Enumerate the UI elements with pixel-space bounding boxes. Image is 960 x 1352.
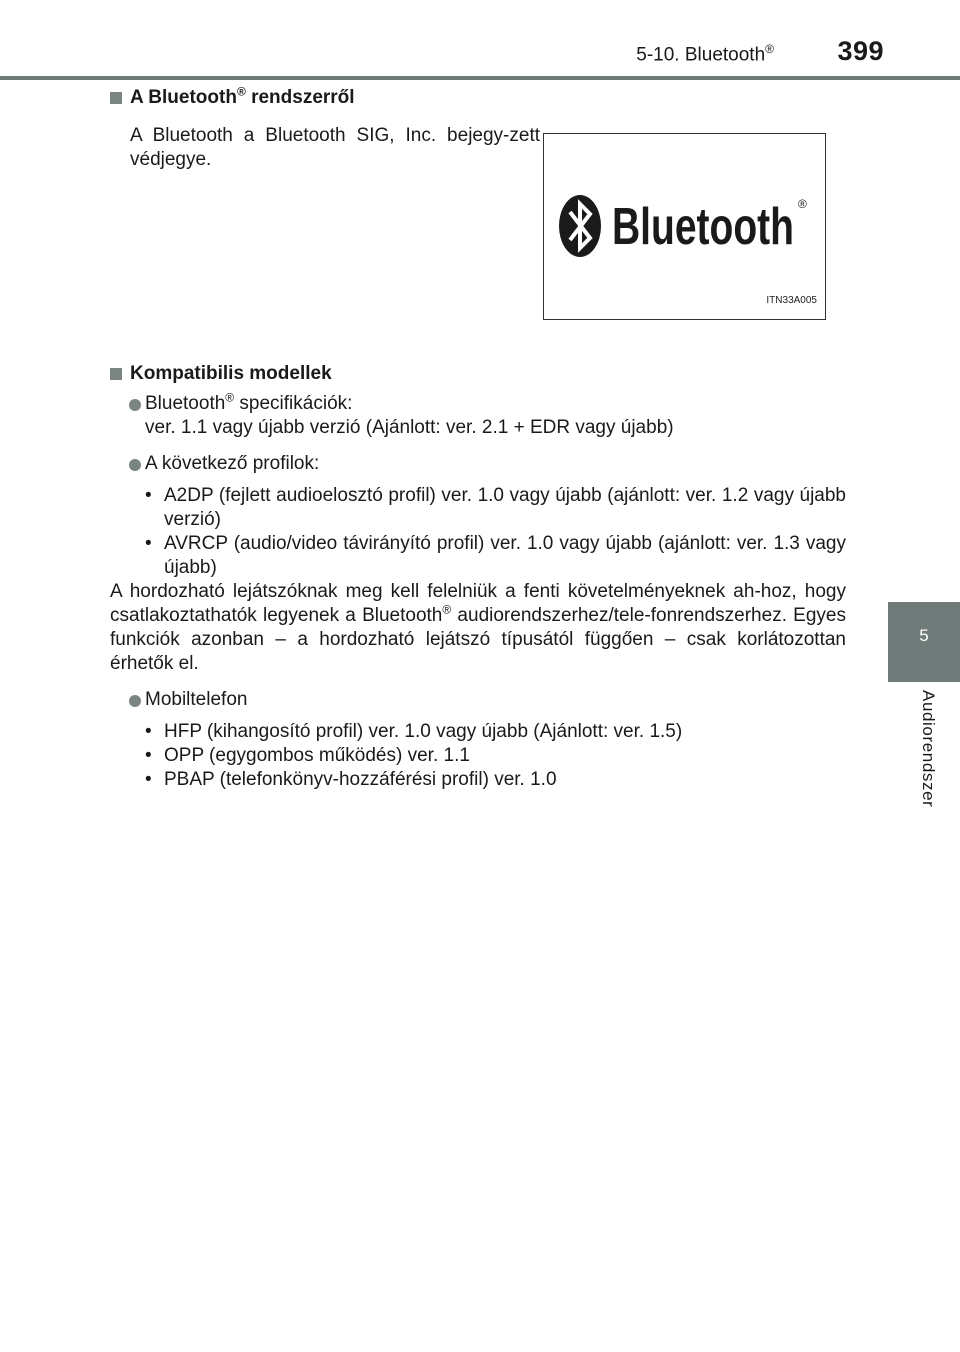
list-item: • A2DP (fejlett audioelosztó profil) ver. 1.0 vagy újabb (ajánlott: ver. 1.2 vagy újabb verzió) xyxy=(145,484,846,532)
svg-text:®: ® xyxy=(798,197,807,211)
compatible-models-section xyxy=(110,362,846,792)
list-item: • HFP (kihangosító profil) ver. 1.0 vagy újabb (Ajánlott: ver. 1.5) xyxy=(145,720,846,744)
list-item-profiles: A következő profilok: xyxy=(110,452,846,476)
square-bullet-icon xyxy=(110,92,122,104)
section-heading-bluetooth: A Bluetooth® rendszerről xyxy=(110,86,846,110)
page-header xyxy=(0,0,960,80)
section-heading-compatible: Kompatibilis modellek xyxy=(110,362,846,386)
round-bullet-icon xyxy=(129,695,141,707)
requirements-paragraph: A hordozható lejátszóknak meg kell felelniük a fenti követelményeknek ah-hoz, hogy csatlakoztathatók legyenek a Bluetooth® audiorendszerhez/tele-fonrendszerhez. Egyes funkciók azonban – a hordozható lejátszó típusától függően – csak korlátozottan érhetők el. xyxy=(110,581,846,674)
chapter-label: Audiorendszer xyxy=(919,690,938,808)
list-item-spec: Bluetooth® specifikációk: ver. 1.1 vagy újabb verzió (Ajánlott: ver. 2.1 + EDR vagy újabb) xyxy=(110,392,846,440)
round-bullet-icon xyxy=(129,459,141,471)
list-item: • PBAP (telefonkönyv-hozzáférési profil) ver. 1.0 xyxy=(145,768,846,792)
page-number: 399 xyxy=(837,36,884,66)
bluetooth-logo-figure xyxy=(543,133,826,320)
list-item: • AVRCP (audio/video távirányító profil) ver. 1.0 vagy újabb (ajánlott: ver. 1.3 vagy újabb) xyxy=(145,532,846,580)
mobile-bullets xyxy=(110,720,846,792)
list-item-mobile: Mobiltelefon xyxy=(110,688,846,712)
profile-bullets xyxy=(110,484,846,580)
list-item: • OPP (egygombos működés) ver. 1.1 xyxy=(145,744,846,768)
header-rule xyxy=(0,76,960,80)
bluetooth-logo-icon xyxy=(558,192,818,260)
round-bullet-icon xyxy=(129,399,141,411)
figure-code: ITN33A005 xyxy=(766,295,817,306)
square-bullet-icon xyxy=(110,368,122,380)
page-content xyxy=(110,86,846,792)
chapter-number: 5 xyxy=(919,626,929,645)
trademark-text: A Bluetooth a Bluetooth SIG, Inc. bejegy-zett védjegye. xyxy=(130,125,540,170)
section-title: 5-10. Bluetooth® xyxy=(636,42,774,66)
logo-wordmark: Bluetooth xyxy=(612,198,794,256)
